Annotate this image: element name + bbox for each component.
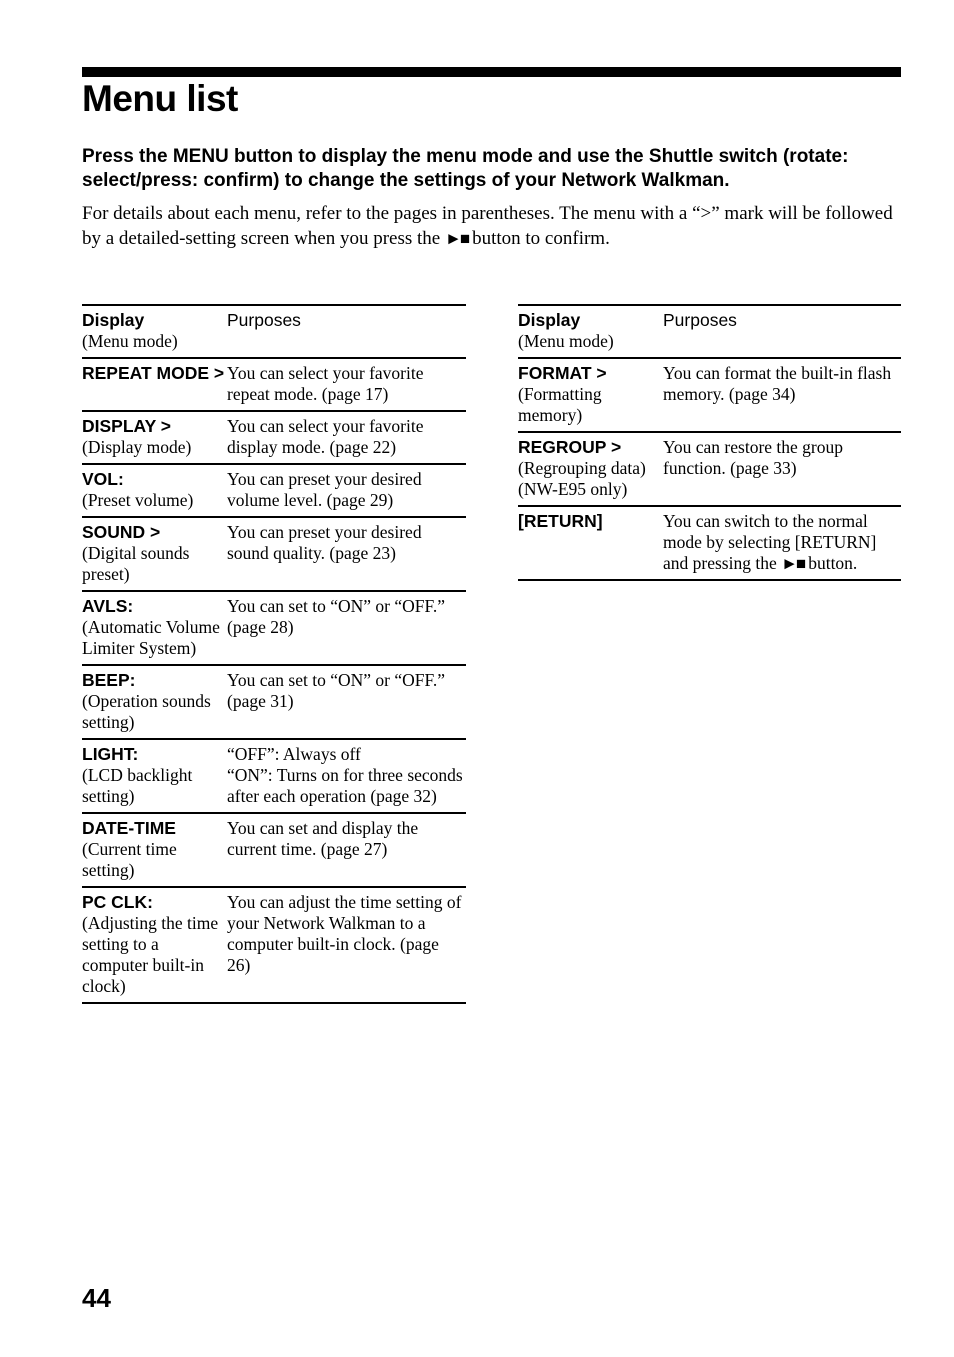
table-header-row xyxy=(82,305,466,358)
menu-sub: (Digital sounds preset) xyxy=(82,543,190,584)
header-display-label: Display xyxy=(518,310,581,330)
menu-key: AVLS: xyxy=(82,596,134,616)
menu-table-right xyxy=(518,304,901,581)
menu-sub: (Display mode) xyxy=(82,437,192,457)
header-purposes: Purposes xyxy=(227,305,466,358)
page-title: Menu list xyxy=(82,78,238,119)
menu-key: DISPLAY > xyxy=(82,416,172,436)
header-display-sub: (Menu mode) xyxy=(518,331,614,351)
purpose-line: “OFF”: Always off xyxy=(227,744,361,764)
menu-purpose: You can restore the group function. (page 33) xyxy=(663,432,901,506)
table-header-row xyxy=(518,305,901,358)
menu-key: FORMAT > xyxy=(518,363,607,383)
table-row xyxy=(82,464,466,517)
play-stop-icon: ►■ xyxy=(781,554,805,573)
page-number: 44 xyxy=(82,1283,111,1313)
menu-sub: (Preset volume) xyxy=(82,490,194,510)
purpose-text: You can switch to the normal mode by selecting [RETURN] and pressing the xyxy=(663,511,877,573)
menu-purpose: You can set to “ON” or “OFF.” (page 28) xyxy=(227,591,466,665)
menu-sub: (NW-E95 only) xyxy=(518,479,628,499)
purpose-line: “ON”: Turns on for three seconds after each operation (page 32) xyxy=(227,765,463,806)
menu-sub: (Regrouping data) xyxy=(518,458,646,478)
table-row xyxy=(518,358,901,432)
menu-sub: (LCD backlight setting) xyxy=(82,765,193,806)
table-row xyxy=(82,517,466,591)
menu-key: PC CLK: xyxy=(82,892,153,912)
menu-purpose xyxy=(663,506,901,580)
table-row xyxy=(82,887,466,1003)
table-row xyxy=(518,432,901,506)
menu-sub: (Adjusting the time setting to a computer built-in clock) xyxy=(82,913,219,996)
menu-key: [RETURN] xyxy=(518,511,603,531)
menu-key: REPEAT MODE > xyxy=(82,363,225,383)
title-rule xyxy=(82,67,901,77)
menu-table-left xyxy=(82,304,466,1004)
menu-purpose: You can preset your desired volume level. (page 29) xyxy=(227,464,466,517)
table-row xyxy=(82,591,466,665)
menu-sub: (Current time setting) xyxy=(82,839,177,880)
table-row xyxy=(82,665,466,739)
table-row xyxy=(82,813,466,887)
menu-key: BEEP: xyxy=(82,670,136,690)
menu-key: VOL: xyxy=(82,469,124,489)
table-row xyxy=(82,411,466,464)
purpose-text-end: button. xyxy=(808,553,858,573)
menu-purpose: You can set and display the current time. (page 27) xyxy=(227,813,466,887)
menu-purpose: You can format the built-in flash memory. (page 34) xyxy=(663,363,892,404)
header-display-sub: (Menu mode) xyxy=(82,331,178,351)
lead-paragraph: Press the MENU button to display the menu mode and use the Shuttle switch (rotate: select/press: confirm) to change the settings of your Network Walkman. xyxy=(82,146,849,191)
menu-sub: (Operation sounds setting) xyxy=(82,691,211,732)
table-row xyxy=(82,358,466,411)
intro-paragraph xyxy=(82,201,904,251)
header-display xyxy=(518,305,663,358)
menu-sub: (Automatic Volume Limiter System) xyxy=(82,617,220,658)
menu-key: LIGHT: xyxy=(82,744,139,764)
table-row xyxy=(518,506,901,580)
header-display-label: Display xyxy=(82,310,145,330)
play-stop-icon: ►■ xyxy=(445,229,469,248)
menu-sub: (Formatting memory) xyxy=(518,384,602,425)
menu-purpose: You can set to “ON” or “OFF.” (page 31) xyxy=(227,665,466,739)
intro-text: For details about each menu, refer to the pages in parentheses. The menu with a “>” mark will be followed by a detailed-setting screen when you press the xyxy=(82,203,893,249)
menu-purpose xyxy=(227,739,466,813)
intro-text-end: button to confirm. xyxy=(472,228,610,249)
menu-purpose: You can select your favorite repeat mode. (page 17) xyxy=(227,363,424,404)
menu-key: DATE-TIME xyxy=(82,818,176,838)
menu-key: SOUND > xyxy=(82,522,161,542)
header-display xyxy=(82,305,227,358)
menu-key: REGROUP > xyxy=(518,437,622,457)
menu-purpose: You can preset your desired sound quality. (page 23) xyxy=(227,517,466,591)
menu-purpose: You can adjust the time setting of your Network Walkman to a computer built-in clock. (page 26) xyxy=(227,887,466,1003)
header-purposes: Purposes xyxy=(663,305,901,358)
menu-purpose: You can select your favorite display mode. (page 22) xyxy=(227,411,466,464)
table-row xyxy=(82,739,466,813)
